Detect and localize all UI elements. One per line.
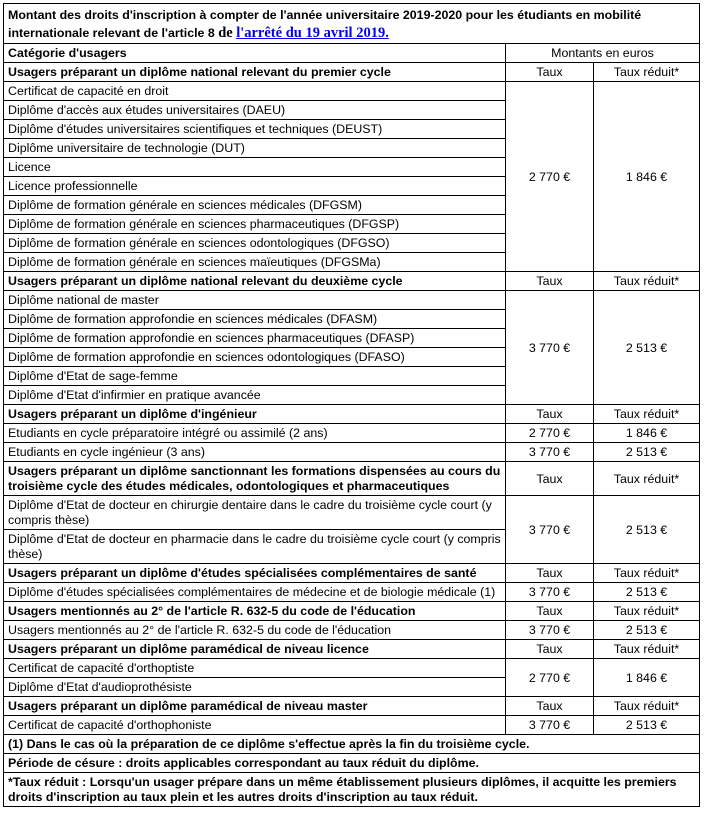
row-label: Diplôme de formation approfondie en sciences odontologiques (DFASO)	[4, 348, 506, 367]
title-row	[4, 4, 700, 44]
row-label: Diplôme d'Etat d'infirmier en pratique avancée	[4, 386, 506, 405]
rate-value: 3 770 €	[506, 496, 594, 564]
section-heading: Usagers préparant un diplôme national relevant du premier cycle	[4, 63, 506, 82]
rate-value: 3 770 €	[506, 291, 594, 405]
section-heading-row	[4, 272, 700, 291]
section-heading-row	[4, 462, 700, 496]
title-text: Montant des droits d'inscription à compter de l'année universitaire 2019-2020 pour les étudiants en mobilité internationale relevant de l'article 8	[8, 8, 642, 40]
reduced-rate-value: 1 846 €	[594, 659, 700, 697]
section-heading: Usagers préparant un diplôme sanctionnant les formations dispensées au cours du troisième cycle des études médicales, odontologiques et pharmaceutiques	[4, 462, 506, 496]
footnote-row	[4, 773, 700, 807]
reduced-rate-label: Taux réduit*	[594, 602, 700, 621]
row-label: Diplôme national de master	[4, 291, 506, 310]
reduced-rate-value: 1 846 €	[594, 424, 700, 443]
table-row	[4, 716, 700, 735]
rate-value: 3 770 €	[506, 621, 594, 640]
rate-value: 3 770 €	[506, 583, 594, 602]
table-row	[4, 82, 700, 101]
footnote-row	[4, 754, 700, 773]
row-label: Diplôme d'études spécialisées complémentaires de médecine et de biologie médicale (1)	[4, 583, 506, 602]
footnote: Période de césure : droits applicables correspondant au taux réduit du diplôme.	[4, 754, 700, 773]
row-label: Certificat de capacité d'orthoptiste	[4, 659, 506, 678]
section-heading: Usagers préparant un diplôme paramédical de niveau master	[4, 697, 506, 716]
reduced-rate-value: 2 513 €	[594, 621, 700, 640]
rate-value: 3 770 €	[506, 443, 594, 462]
row-label: Diplôme d'accès aux études universitaires (DAEU)	[4, 101, 506, 120]
fees-table-body	[4, 4, 700, 807]
rate-label: Taux	[506, 63, 594, 82]
row-label: Licence	[4, 158, 506, 177]
rate-value: 2 770 €	[506, 82, 594, 272]
section-heading-row	[4, 405, 700, 424]
footnote: *Taux réduit : Lorsqu'un usager prépare dans un même établissement plusieurs diplômes, il acquitte les premiers droits d'inscription au taux plein et les autres droits d'inscription au taux réduit.	[4, 773, 700, 807]
row-label: Diplôme d'Etat d'audioprothésiste	[4, 678, 506, 697]
title-connector: de	[218, 25, 233, 41]
row-label: Diplôme universitaire de technologie (DUT)	[4, 139, 506, 158]
row-label: Diplôme d'Etat de docteur en chirurgie dentaire dans le cadre du troisième cycle court (y compris thèse)	[4, 496, 506, 530]
section-heading-row	[4, 564, 700, 583]
row-label: Diplôme de formation générale en sciences médicales (DFGSM)	[4, 196, 506, 215]
rate-label: Taux	[506, 405, 594, 424]
row-label: Diplôme d'études universitaires scientifiques et techniques (DEUST)	[4, 120, 506, 139]
reduced-rate-label: Taux réduit*	[594, 272, 700, 291]
section-heading-row	[4, 602, 700, 621]
table-row	[4, 496, 700, 530]
reduced-rate-label: Taux réduit*	[594, 462, 700, 496]
row-label: Diplôme de formation générale en sciences pharmaceutiques (DFGSP)	[4, 215, 506, 234]
row-label: Diplôme de formation approfondie en sciences pharmaceutiques (DFASP)	[4, 329, 506, 348]
amounts-header: Montants en euros	[506, 44, 700, 63]
rate-value: 2 770 €	[506, 424, 594, 443]
row-label: Certificat de capacité d'orthophoniste	[4, 716, 506, 735]
fees-table	[3, 3, 700, 807]
reduced-rate-value: 2 513 €	[594, 443, 700, 462]
rate-label: Taux	[506, 272, 594, 291]
row-label: Diplôme d'Etat de docteur en pharmacie dans le cadre du troisième cycle court (y compris thèse)	[4, 530, 506, 564]
reduced-rate-label: Taux réduit*	[594, 564, 700, 583]
table-title	[4, 4, 700, 44]
section-heading: Usagers préparant un diplôme d'ingénieur	[4, 405, 506, 424]
section-heading-row	[4, 63, 700, 82]
reduced-rate-label: Taux réduit*	[594, 640, 700, 659]
reduced-rate-value: 2 513 €	[594, 583, 700, 602]
arrete-link[interactable]: l'arrêté du 19 avril 2019.	[236, 25, 389, 41]
rate-label: Taux	[506, 640, 594, 659]
reduced-rate-label: Taux réduit*	[594, 405, 700, 424]
header-row	[4, 44, 700, 63]
table-row	[4, 424, 700, 443]
section-heading-row	[4, 640, 700, 659]
footnote-row	[4, 735, 700, 754]
rate-label: Taux	[506, 462, 594, 496]
row-label: Diplôme de formation générale en sciences maïeutiques (DFGSMa)	[4, 253, 506, 272]
table-row	[4, 443, 700, 462]
rate-label: Taux	[506, 564, 594, 583]
table-row	[4, 583, 700, 602]
table-row	[4, 621, 700, 640]
rate-value: 3 770 €	[506, 716, 594, 735]
section-heading: Usagers préparant un diplôme d'études spécialisées complémentaires de santé	[4, 564, 506, 583]
category-header: Catégorie d'usagers	[4, 44, 506, 63]
reduced-rate-value: 1 846 €	[594, 82, 700, 272]
section-heading: Usagers préparant un diplôme national relevant du deuxième cycle	[4, 272, 506, 291]
section-heading-row	[4, 697, 700, 716]
reduced-rate-label: Taux réduit*	[594, 63, 700, 82]
rate-label: Taux	[506, 602, 594, 621]
row-label: Usagers mentionnés au 2° de l'article R. 632-5 du code de l'éducation	[4, 621, 506, 640]
rate-value: 2 770 €	[506, 659, 594, 697]
row-label: Etudiants en cycle préparatoire intégré ou assimilé (2 ans)	[4, 424, 506, 443]
table-row	[4, 291, 700, 310]
footnote: (1) Dans le cas où la préparation de ce diplôme s'effectue après la fin du troisième cycle.	[4, 735, 700, 754]
reduced-rate-label: Taux réduit*	[594, 697, 700, 716]
row-label: Licence professionnelle	[4, 177, 506, 196]
row-label: Certificat de capacité en droit	[4, 82, 506, 101]
row-label: Diplôme de formation générale en sciences odontologiques (DFGSO)	[4, 234, 506, 253]
reduced-rate-value: 2 513 €	[594, 291, 700, 405]
reduced-rate-value: 2 513 €	[594, 716, 700, 735]
row-label: Diplôme de formation approfondie en sciences médicales (DFASM)	[4, 310, 506, 329]
section-heading: Usagers mentionnés au 2° de l'article R. 632-5 du code de l'éducation	[4, 602, 506, 621]
row-label: Diplôme d'Etat de sage-femme	[4, 367, 506, 386]
section-heading: Usagers préparant un diplôme paramédical de niveau licence	[4, 640, 506, 659]
row-label: Etudiants en cycle ingénieur (3 ans)	[4, 443, 506, 462]
reduced-rate-value: 2 513 €	[594, 496, 700, 564]
table-row	[4, 659, 700, 678]
rate-label: Taux	[506, 697, 594, 716]
